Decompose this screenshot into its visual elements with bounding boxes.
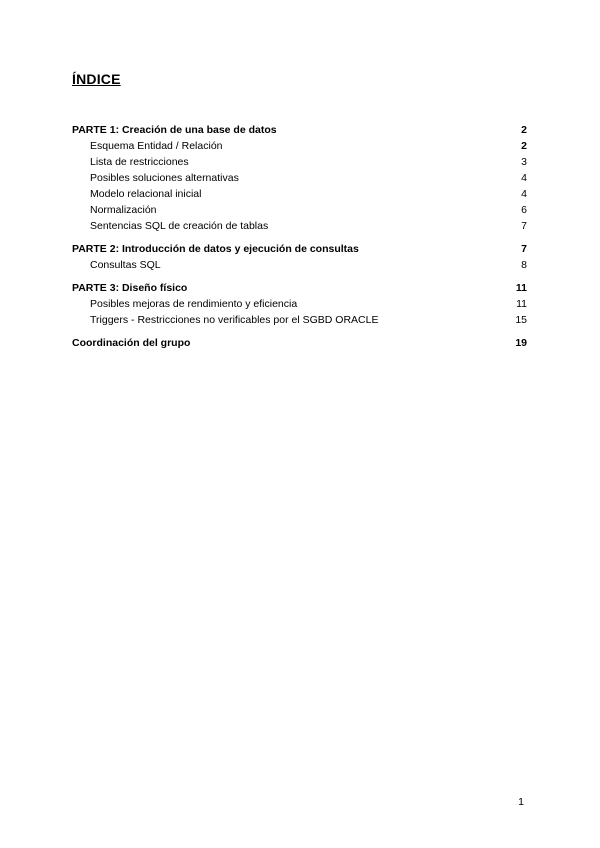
- toc-entry-parte-1[interactable]: [72, 122, 527, 138]
- toc-entry-label: Esquema Entidad / Relación: [90, 140, 223, 152]
- toc-entry-parte-3[interactable]: [72, 280, 527, 296]
- toc-entry-label: Consultas SQL: [90, 259, 161, 271]
- toc-entry-label: Posibles mejoras de rendimiento y eficiencia: [90, 298, 298, 310]
- toc-entry-modelo-relacional[interactable]: [72, 186, 527, 202]
- toc-entry-esquema-entidad-relacion[interactable]: [72, 138, 527, 154]
- table-of-contents: [72, 122, 527, 351]
- toc-entry-page: 6: [521, 204, 527, 216]
- toc-entry-page: 7: [521, 220, 527, 232]
- toc-entry-sentencias-sql[interactable]: [72, 218, 527, 234]
- page-title: ÍNDICE: [72, 71, 121, 87]
- toc-entry-lista-restricciones[interactable]: [72, 154, 527, 170]
- toc-entry-label: Coordinación del grupo: [72, 337, 191, 349]
- toc-entry-label: Sentencias SQL de creación de tablas: [90, 220, 269, 232]
- toc-entry-normalizacion[interactable]: [72, 202, 527, 218]
- toc-entry-mejoras-rendimiento[interactable]: [72, 296, 527, 312]
- toc-entry-page: 19: [515, 337, 527, 349]
- toc-entry-page: 8: [521, 259, 527, 271]
- toc-entry-parte-2[interactable]: [72, 241, 527, 257]
- toc-entry-page: 11: [516, 298, 527, 310]
- page-number: 1: [518, 796, 524, 808]
- toc-entry-label: Lista de restricciones: [90, 156, 189, 168]
- toc-entry-consultas-sql[interactable]: [72, 257, 527, 273]
- toc-entry-page: 11: [515, 282, 527, 294]
- toc-entry-page: 3: [521, 156, 527, 168]
- toc-entry-label: Modelo relacional inicial: [90, 188, 202, 200]
- toc-entry-soluciones-alternativas[interactable]: [72, 170, 527, 186]
- toc-entry-label: PARTE 1: Creación de una base de datos: [72, 124, 277, 136]
- toc-entry-triggers[interactable]: [72, 312, 527, 328]
- toc-entry-page: 4: [521, 188, 527, 200]
- toc-entry-page: 2: [521, 124, 527, 136]
- toc-entry-page: 7: [521, 243, 527, 255]
- toc-entry-coordinacion-grupo[interactable]: [72, 335, 527, 351]
- toc-entry-page: 4: [521, 172, 527, 184]
- toc-entry-label: Normalización: [90, 204, 157, 216]
- toc-entry-label: PARTE 2: Introducción de datos y ejecución de consultas: [72, 243, 359, 255]
- toc-entry-label: Posibles soluciones alternativas: [90, 172, 239, 184]
- toc-entry-page: 2: [521, 140, 527, 152]
- toc-entry-label: Triggers - Restricciones no verificables por el SGBD ORACLE: [90, 314, 379, 326]
- toc-entry-page: 15: [515, 314, 527, 326]
- toc-entry-label: PARTE 3: Diseño físico: [72, 282, 188, 294]
